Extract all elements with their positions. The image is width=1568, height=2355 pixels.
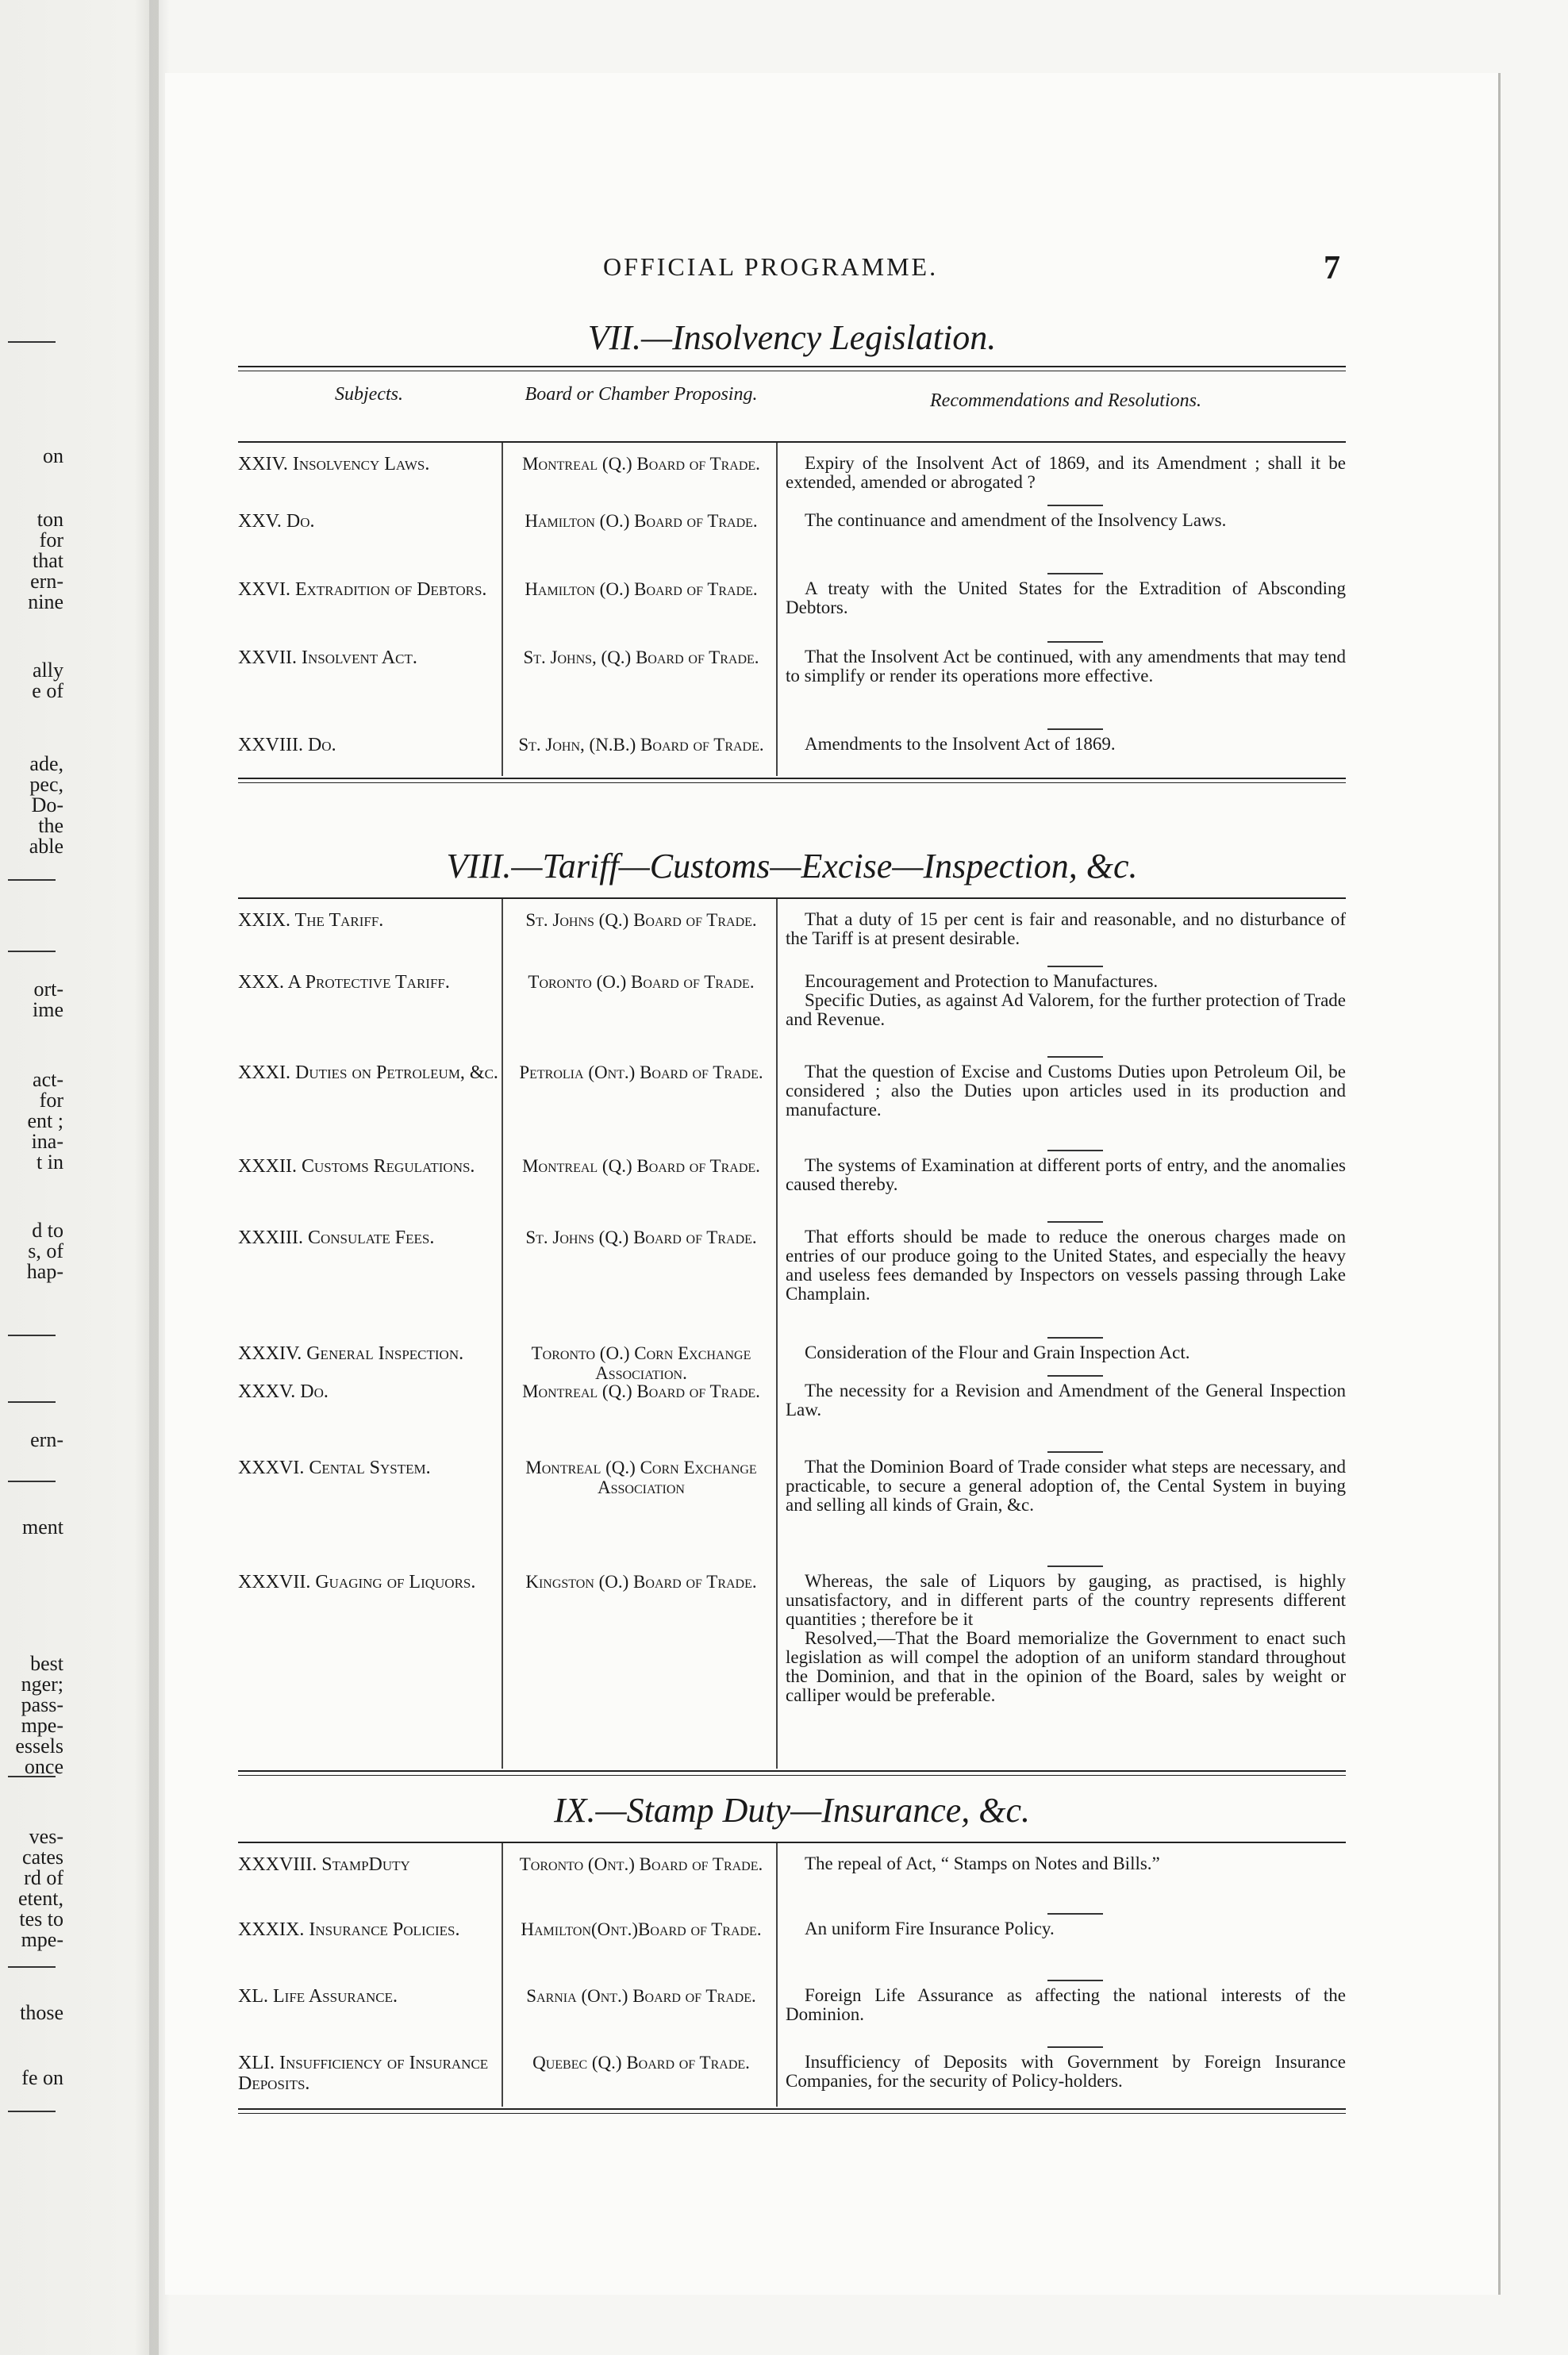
left-page-fragment: able: [29, 835, 63, 858]
subject-cell: XXXV. Do.: [238, 1381, 329, 1402]
section-title: VIII.—Tariff—Customs—Excise—Inspection, &c.: [446, 847, 1138, 886]
row-separator: [1047, 1913, 1103, 1915]
resolution-cell: [786, 511, 1346, 530]
board-cell: Sarnia (Ont.) Board of Trade.: [526, 1986, 756, 2006]
resolution-text: Insufficiency of Deposits with Government by Foreign Insurance Companies, for the security of Policy-holders.: [786, 2052, 1346, 2091]
header-recommendations: Recommendations and Resolutions.: [930, 390, 1201, 411]
column-divider: [502, 443, 503, 776]
section-bottom-rule: [238, 778, 1346, 783]
left-page-rule: [8, 2111, 56, 2112]
left-page-rule: [8, 1776, 56, 1777]
resolution-text: A treaty with the United States for the Extradition of Absconding Debtors.: [786, 578, 1346, 617]
row-separator: [1047, 505, 1103, 506]
header-board: Board or Chamber Proposing.: [525, 384, 758, 405]
left-page-rule: [8, 1481, 56, 1482]
left-page-fragment: cates: [22, 1846, 63, 1869]
subject-cell: XXXIX. Insurance Policies.: [238, 1919, 460, 1940]
subject-cell: XXVII. Insolvent Act.: [238, 647, 417, 668]
column-divider: [502, 899, 503, 1769]
left-page-fragment: ment: [22, 1516, 63, 1539]
left-page-fragment: ina-: [31, 1130, 63, 1153]
resolution-cell: [786, 1986, 1346, 2024]
left-page-rule: [8, 879, 56, 881]
left-page-fragment: mpe-: [21, 1928, 63, 1951]
left-page-fragment: t in: [37, 1151, 63, 1174]
row-separator: [1047, 1375, 1103, 1377]
row-separator: [1047, 1337, 1103, 1339]
left-page-fragment: ern-: [30, 570, 63, 593]
section-tariff: [238, 846, 1346, 1773]
resolution-text: Encouragement and Protection to Manufactures.: [805, 971, 1159, 991]
row-separator: [1047, 1056, 1103, 1058]
resolution-text: Consideration of the Flour and Grain Inspection Act.: [805, 1343, 1190, 1362]
left-page-fragment: best: [30, 1652, 63, 1675]
section-bottom-rule: [238, 2108, 1346, 2114]
row-separator: [1047, 1150, 1103, 1151]
subject-cell: XXIV. Insolvency Laws.: [238, 454, 430, 474]
resolution-cell: [786, 1062, 1346, 1120]
left-page-fragment: that: [33, 549, 63, 572]
column-divider: [776, 899, 778, 1769]
subject-cell: XXXVI. Cental System.: [238, 1458, 431, 1478]
column-divider: [776, 443, 778, 776]
row-separator: [1047, 573, 1103, 574]
left-page-fragment: nger;: [21, 1673, 63, 1696]
board-cell: Montreal (Q.) Corn Exchange Association: [525, 1458, 757, 1497]
board-cell: Montreal (Q.) Board of Trade.: [522, 454, 760, 474]
left-page-fragment: essels: [15, 1735, 63, 1758]
board-cell: Toronto (O.) Board of Trade.: [528, 972, 755, 992]
left-page-fragment: ime: [33, 998, 63, 1021]
left-page-fragment: tes to: [19, 1907, 63, 1930]
resolution-text: The systems of Examination at different ports of entry, and the anomalies caused thereby.: [786, 1155, 1346, 1194]
resolution-text: That the Insolvent Act be continued, with any amendments that may tend to simplify or render its operations more effective.: [786, 647, 1346, 686]
resolution-text: Foreign Life Assurance as affecting the national interests of the Dominion.: [786, 1985, 1346, 2024]
page-number: 7: [1324, 250, 1340, 286]
left-page-fragment: ort-: [33, 978, 63, 1001]
row-separator: [1047, 641, 1103, 643]
running-title: OFFICIAL PROGRAMME.: [603, 252, 939, 281]
subject-cell: XXXIII. Consulate Fees.: [238, 1227, 435, 1248]
subject-cell: XL. Life Assurance.: [238, 1986, 398, 2007]
board-cell: St. Johns, (Q.) Board of Trade.: [523, 647, 759, 667]
left-page-fragment: d to: [32, 1219, 63, 1242]
left-page-fragment: s, of: [28, 1239, 63, 1262]
left-page-fragment: ern-: [30, 1428, 63, 1451]
resolution-text: The necessity for a Revision and Amendment of the General Inspection Law.: [786, 1381, 1346, 1420]
section-stamp-duty: [238, 1790, 1346, 2111]
column-divider: [776, 1843, 778, 2107]
resolution-text-continued: Resolved,—That the Board memorialize the Government to enact such legislation as will compel the adoption of an uniform standard throughout the Dominion, and that in the opinion of the Board, sales by weight or calliper would be preferable.: [786, 1628, 1346, 1705]
section-bottom-rule: [238, 1770, 1346, 1776]
left-page-rule: [8, 1335, 56, 1336]
left-page-fragment: act-: [33, 1068, 63, 1091]
left-page-fragment: nine: [28, 590, 63, 613]
left-page-fragment: ton: [37, 508, 63, 531]
board-cell: Toronto (Ont.) Board of Trade.: [519, 1854, 763, 1874]
resolution-text: The continuance and amendment of the Insolvency Laws.: [805, 510, 1227, 530]
left-page-fragment: for: [39, 1089, 63, 1112]
left-page-fragment: ent ;: [27, 1109, 63, 1132]
subject-cell: XXX. A Protective Tariff.: [238, 972, 450, 993]
left-page-rule: [8, 341, 56, 343]
column-divider: [502, 1843, 503, 2107]
resolution-text: The repeal of Act, “ Stamps on Notes and Bills.”: [805, 1854, 1160, 1873]
resolution-cell: [786, 735, 1346, 754]
row-separator: [1047, 1451, 1103, 1453]
resolution-text: Whereas, the sale of Liquors by gauging, as practised, is highly unsatisfactory, and in different parts of the country represents different quantities ; therefore be it: [786, 1571, 1346, 1629]
resolution-text: That a duty of 15 per cent is fair and reasonable, and no disturbance of the Tariff is at present desirable.: [786, 909, 1346, 948]
resolution-text: An uniform Fire Insurance Policy.: [805, 1919, 1055, 1938]
left-page-fragment: e of: [32, 679, 63, 702]
row-separator: [1047, 2046, 1103, 2048]
board-cell: Hamilton (O.) Board of Trade.: [525, 511, 758, 531]
left-page-fragment: once: [24, 1755, 63, 1778]
section-title: IX.—Stamp Duty—Insurance, &c.: [553, 1791, 1030, 1830]
left-page-rule: [8, 1966, 56, 1968]
board-cell: Montreal (Q.) Board of Trade.: [522, 1381, 760, 1401]
board-cell: St. Johns (Q.) Board of Trade.: [525, 1227, 757, 1247]
board-cell: Kingston (O.) Board of Trade.: [525, 1572, 757, 1592]
section-rows: [238, 443, 1346, 781]
left-page-fragment: ade,: [29, 752, 63, 775]
resolution-cell: [786, 972, 1346, 1029]
left-page-fragment: fe on: [21, 2066, 63, 2089]
resolution-cell: [786, 2053, 1346, 2091]
subject-cell: XLI. Insufficiency of Insurance Deposits.: [238, 2053, 489, 2094]
resolution-cell: [786, 1919, 1346, 1938]
resolution-cell: [786, 647, 1346, 686]
subject-cell: XXVIII. Do.: [238, 735, 336, 755]
column-headers: [238, 371, 1346, 441]
resolution-cell: [786, 1572, 1346, 1705]
board-cell: St. Johns (Q.) Board of Trade.: [525, 910, 757, 930]
subject-cell: XXXII. Customs Regulations.: [238, 1156, 475, 1177]
left-page-fragment: etent,: [17, 1887, 63, 1910]
resolution-cell: [786, 1156, 1346, 1194]
subject-cell: XXXI. Duties on Petroleum, &c.: [238, 1062, 498, 1083]
board-cell: Montreal (Q.) Board of Trade.: [522, 1156, 760, 1176]
board-cell: St. John, (N.B.) Board of Trade.: [518, 735, 764, 755]
board-cell: Quebec (Q.) Board of Trade.: [532, 2053, 750, 2073]
resolution-cell: [786, 1458, 1346, 1515]
left-page-rule: [8, 1401, 56, 1403]
left-page-fragment: on: [43, 444, 63, 467]
board-cell: Petrolia (Ont.) Board of Trade.: [519, 1062, 763, 1082]
resolution-text: That the question of Excise and Customs Duties upon Petroleum Oil, be considered ; also the Duties upon articles used in its production and manufacture.: [786, 1062, 1346, 1120]
subject-cell: XXVI. Extradition of Debtors.: [238, 579, 487, 600]
left-page-fragment: pec,: [29, 773, 63, 796]
left-page-rule: [8, 951, 56, 952]
left-page-fragment: ally: [33, 659, 63, 682]
resolution-text: That efforts should be made to reduce the onerous charges made on entries of our produce going to the United States, and especially the heavy and useless fees demanded by Inspectors on vessels passing through Lake Champlain.: [786, 1227, 1346, 1304]
left-page-fragment: rd of: [24, 1866, 63, 1889]
board-cell: Toronto (O.) Corn Exchange Association.: [531, 1343, 751, 1383]
subject-cell: XXV. Do.: [238, 511, 315, 532]
section-rows: [238, 899, 1346, 1773]
left-page-fragment: hap-: [26, 1260, 63, 1283]
resolution-text: Amendments to the Insolvent Act of 1869.: [805, 734, 1116, 754]
row-separator: [1047, 1566, 1103, 1567]
subject-cell: XXXVIII. StampDuty: [238, 1854, 410, 1875]
resolution-text: That the Dominion Board of Trade consider what steps are necessary, and practicable, to secure a general adoption of, the Cental System in buying and selling all kinds of Grain, &c.: [786, 1457, 1346, 1515]
resolution-cell: [786, 579, 1346, 617]
section-title: VII.—Insolvency Legislation.: [587, 318, 997, 357]
left-page-fragment: mpe-: [21, 1714, 63, 1737]
section-rows: [238, 1843, 1346, 2111]
row-separator: [1047, 728, 1103, 730]
left-page-fragment: those: [20, 2001, 63, 2024]
left-page-fragment: pass-: [21, 1693, 63, 1716]
row-separator: [1047, 966, 1103, 967]
resolution-cell: [786, 1381, 1346, 1420]
section-rule: [238, 366, 1346, 371]
board-cell: Hamilton(Ont.)Board of Trade.: [521, 1919, 762, 1939]
subject-cell: XXIX. The Tariff.: [238, 910, 384, 931]
left-page-fragment: Do-: [31, 793, 63, 816]
subject-cell: XXXIV. General Inspection.: [238, 1343, 464, 1364]
section-insolvency: [238, 317, 1346, 781]
resolution-text: Expiry of the Insolvent Act of 1869, and its Amendment ; shall it be extended, amended or abrogated ?: [786, 453, 1346, 492]
resolution-cell: [786, 1227, 1346, 1304]
header-subjects: Subjects.: [335, 384, 403, 405]
row-separator: [1047, 1221, 1103, 1223]
resolution-cell: [786, 454, 1346, 492]
resolution-cell: [786, 1854, 1346, 1873]
resolution-text-continued: Specific Duties, as against Ad Valorem, for the further protection of Trade and Revenue.: [786, 990, 1346, 1029]
board-cell: Hamilton (O.) Board of Trade.: [525, 579, 758, 599]
resolution-cell: [786, 910, 1346, 948]
subject-cell: XXXVII. Guaging of Liquors.: [238, 1572, 476, 1592]
left-page-fragment: for: [39, 528, 63, 551]
left-page-fragment: ves-: [29, 1825, 63, 1848]
row-separator: [1047, 1980, 1103, 1981]
left-page-fragment: the: [38, 814, 63, 837]
resolution-cell: [786, 1343, 1346, 1362]
